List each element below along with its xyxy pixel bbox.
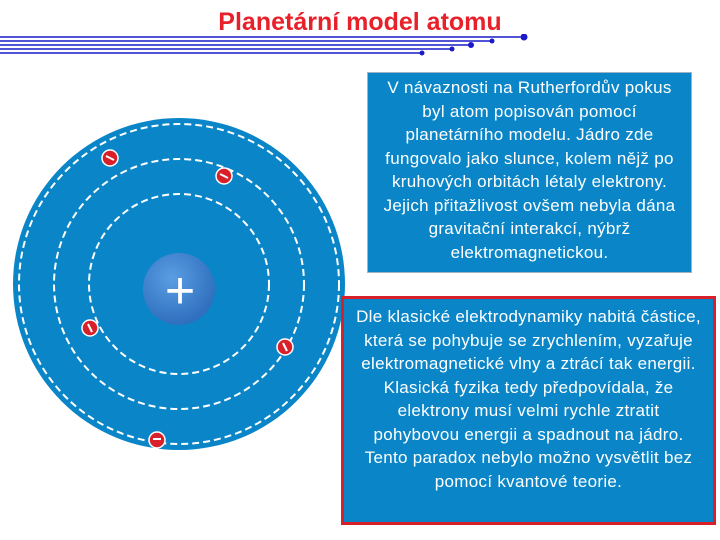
atom-diagram <box>0 60 345 480</box>
electron-5 <box>149 432 165 448</box>
text-box-electrodynamics: Dle klasické elektrodynamiky nabitá částice, která se pohybuje se zrychlením, vyzařuje elektromagnetické vlny a ztrácí tak energii. Klasická fyzika tedy předpovídala, že elektrony musí velmi rychle ztratit pohybovou energii a spadnout na jádro. Tento paradox nebylo možno vysvětlit bez pomocí kvantové teorie. <box>341 296 716 525</box>
electron-3 <box>82 320 98 336</box>
nucleus <box>143 253 215 325</box>
electron-4 <box>277 339 293 355</box>
electron-1 <box>102 150 118 166</box>
electron-2 <box>216 168 232 184</box>
nucleus-plus-sign: + <box>164 262 196 320</box>
slide-title: Planetární model atomu <box>218 8 502 36</box>
text-box-rutherford: V návaznosti na Rutherfordův pokus byl atom popisován pomocí planetárního modelu. Jádro zde fungovalo jako slunce, kolem nějž po kruhových orbitách létaly elektrony. Jejich přitažlivost ovšem nebyla dána gravitační interakcí, nýbrž elektromagnetickou. <box>367 72 692 273</box>
